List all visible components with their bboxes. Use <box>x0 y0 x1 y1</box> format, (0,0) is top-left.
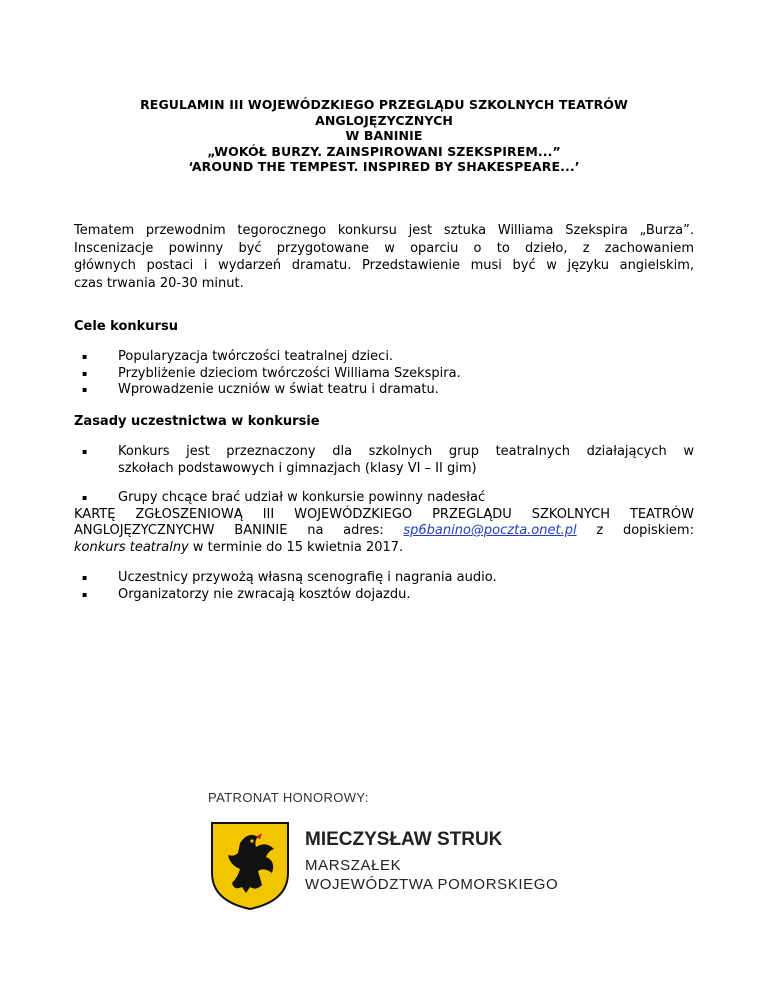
intro-paragraph <box>74 222 694 292</box>
rules-list-2 <box>74 570 694 603</box>
list-item: ▪ Wprowadzenie uczniów w świat teatru i dramatu. <box>82 382 439 397</box>
goals-heading: Cele konkursu <box>74 319 178 334</box>
bullet-icon: ▪ <box>82 368 88 378</box>
title-line-4: „WOKÓŁ BURZY. ZAINSPIROWANI SZEKSPIREM...” <box>207 143 561 159</box>
rules-heading: Zasady uczestnictwa w konkursie <box>74 414 320 429</box>
bullet-icon: ▪ <box>82 589 88 599</box>
intro-line: Inscenizacje powinny być przygotowane w oparciu o to dzieło, z zachowaniem <box>74 240 694 256</box>
title-line-5: ‘AROUND THE TEMPEST. INSPIRED BY SHAKESPEARE...’ <box>188 159 580 174</box>
bullet-icon: ▪ <box>82 447 88 456</box>
list-item: ▪ Popularyzacja twórczości teatralnej dzieci. <box>82 349 394 364</box>
patron-label: PATRONAT HONOROWY: <box>208 790 369 805</box>
patron-role: MARSZAŁEK <box>305 857 402 874</box>
griffin-crest-icon <box>210 821 290 911</box>
title-line-3: W BANINIE <box>345 128 423 143</box>
bullet-icon: ▪ <box>82 573 88 582</box>
patron-region: WOJEWÓDZTWA POMORSKIEGO <box>305 876 559 893</box>
list-item: ▪ Uczestnicy przywożą własną scenografię i nagrania audio. <box>82 570 497 585</box>
intro-line: głównych postaci i wydarzeń dramatu. Przedstawienie musi być w języku angielskim, <box>74 258 694 273</box>
rule-registration: ▪ Grupy chcące brać udział w konkursie powinny nadesłać KARTĘ ZGŁOSZENIOWĄ III WOJEWÓDZKIEGO PRZEGLĄDU SZKOLNYCH TEATRÓW ANGLOJĘZYCZNYCHW BANINIE na adres: sp6banino@poczta.onet.pl z dopiskiem: konkurs teatralny w terminie do 15 kwietnia 2017. <box>74 490 694 555</box>
goals-list <box>74 349 694 399</box>
bullet-icon: ▪ <box>82 352 88 361</box>
rules-list-1 <box>74 444 694 477</box>
list-item: ▪ Przybliżenie dzieciom twórczości Williama Szekspira. <box>82 365 461 381</box>
intro-line: Tematem przewodnim tegorocznego konkursu jest sztuka Williama Szekspira „Burza”. <box>74 223 694 238</box>
list-item: ▪ Organizatorzy nie zwracają kosztów dojazdu. <box>82 586 411 602</box>
list-item: ▪ Konkurs jest przeznaczony dla szkolnych grup teatralnych działających w szkołach podstawowych i gimnazjach (klasy VI – II gim) <box>82 444 694 476</box>
title-line-2: ANGLOJĘZYCZNYCH <box>315 112 453 128</box>
title-line-1: REGULAMIN III WOJEWÓDZKIEGO PRZEGLĄDU SZKOLNYCH TEATRÓW <box>140 97 628 112</box>
patron-name: MIECZYSŁAW STRUK <box>305 829 503 850</box>
email-link[interactable]: sp6banino@poczta.onet.pl <box>403 523 577 538</box>
bullet-icon: ▪ <box>82 493 88 502</box>
bullet-icon: ▪ <box>82 385 88 394</box>
document-title <box>74 97 694 175</box>
intro-line: czas trwania 20-30 minut. <box>74 275 244 291</box>
